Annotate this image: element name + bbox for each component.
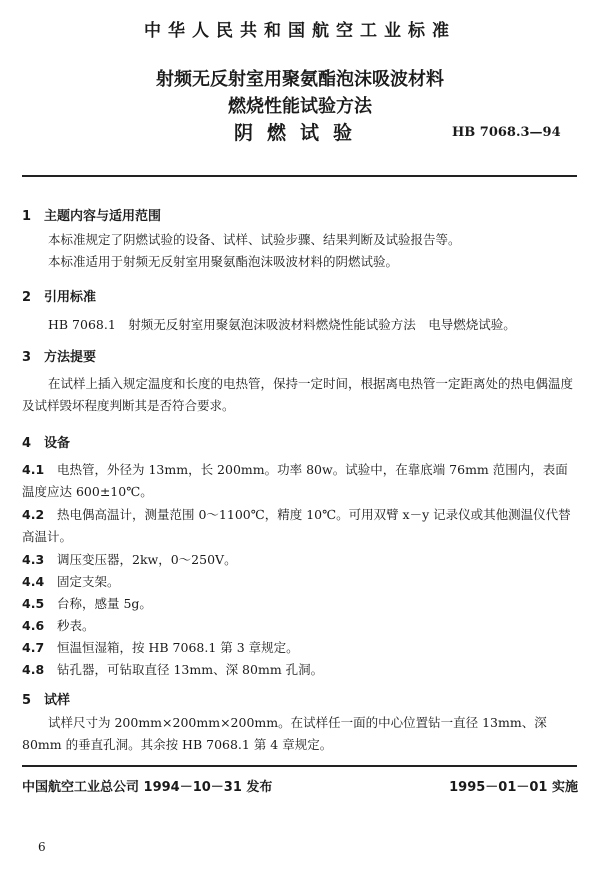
effective-date: 1995－01－01 实施 [449,780,578,795]
section-number: 3 [22,350,32,365]
section-5-heading [22,689,70,708]
section-title: 试样 [44,693,71,708]
section-number: 4 [22,436,32,451]
section-4-heading [22,432,70,451]
equipment-item-4-7 [22,637,578,659]
issue-statement: 中国航空工业总公司 1994－10－31 发布 [22,780,273,795]
section-2-heading [22,286,96,305]
section-5-paragraph-1: 试样尺寸为 200mm×200mm×200mm。在试样任一面的中心位置钻一直径 13mm、深 80mm 的垂直孔洞。其余按 HB 7068.1 第 4 章规定。 [22,715,547,752]
item-number: 4.6 [22,618,45,633]
section-title: 主题内容与适用范围 [44,209,162,224]
item-number: 4.8 [22,662,45,677]
item-number: 4.1 [22,462,45,477]
equipment-item-4-2 [22,504,578,548]
section-3-heading [22,346,96,365]
section-1-paragraph-2: 本标准适用于射频无反射室用聚氨酯泡沫吸波材料的阴燃试验。 [48,254,399,269]
item-number: 4.2 [22,507,45,522]
item-text: 台称，感量 5g。 [57,596,152,611]
item-text: 钻孔器，可钻取直径 13mm、深 80mm 孔洞。 [57,662,324,677]
section-title: 引用标准 [44,290,97,305]
item-text: 调压变压器，2kw，0～250V。 [57,552,237,567]
section-number: 5 [22,693,32,708]
equipment-item-4-3 [22,549,578,571]
item-text: 固定支架。 [57,574,120,589]
top-divider [22,175,577,177]
item-text: 电热管，外径为 13mm，长 200mm。功率 80w。试验中，在靠底端 76mm 范围内，表面温度应达 600±10℃。 [22,462,568,499]
title-line-1: 射频无反射室用聚氨酯泡沫吸波材料 [156,69,444,90]
equipment-item-4-5 [22,593,578,615]
item-text: 热电偶高温计，测量范围 0～1100℃，精度 10℃。可用双臂 x－y 记录仪或其他测温仪代替高温计。 [22,507,571,544]
equipment-item-4-6 [22,615,578,637]
title-line-3: 阴燃试验 [233,122,366,144]
page-number: 6 [38,840,46,854]
item-text: 秒表。 [57,618,95,633]
section-1-heading [22,205,161,224]
standard-number: HB 7068.3—94 [452,125,561,140]
item-text: 恒温恒湿箱，按 HB 7068.1 第 3 章规定。 [57,640,299,655]
section-3-paragraph-1: 在试样上插入规定温度和长度的电热管，保持一定时间，根据离电热管一定距离处的热电偶温度及试样毁坏程度判断其是否符合要求。 [22,376,574,413]
equipment-item-4-1 [22,459,578,503]
item-number: 4.4 [22,574,45,589]
item-number: 4.7 [22,640,45,655]
footer-divider [22,765,577,767]
equipment-item-4-4 [22,571,578,593]
section-title: 方法提要 [44,350,97,365]
section-number: 2 [22,290,32,305]
national-standard-heading: 中华人民共和国航空工业标准 [144,21,456,41]
title-line-2: 燃烧性能试验方法 [228,96,372,117]
equipment-item-4-8 [22,659,578,681]
item-number: 4.3 [22,552,45,567]
section-2-paragraph-1: HB 7068.1 射频无反射室用聚氨泡沫吸波材料燃烧性能试验方法 电导燃烧试验。 [48,317,516,332]
item-number: 4.5 [22,596,45,611]
section-number: 1 [22,209,32,224]
section-title: 设备 [44,436,71,451]
section-1-paragraph-1: 本标准规定了阴燃试验的设备、试样、试验步骤、结果判断及试验报告等。 [48,232,461,247]
